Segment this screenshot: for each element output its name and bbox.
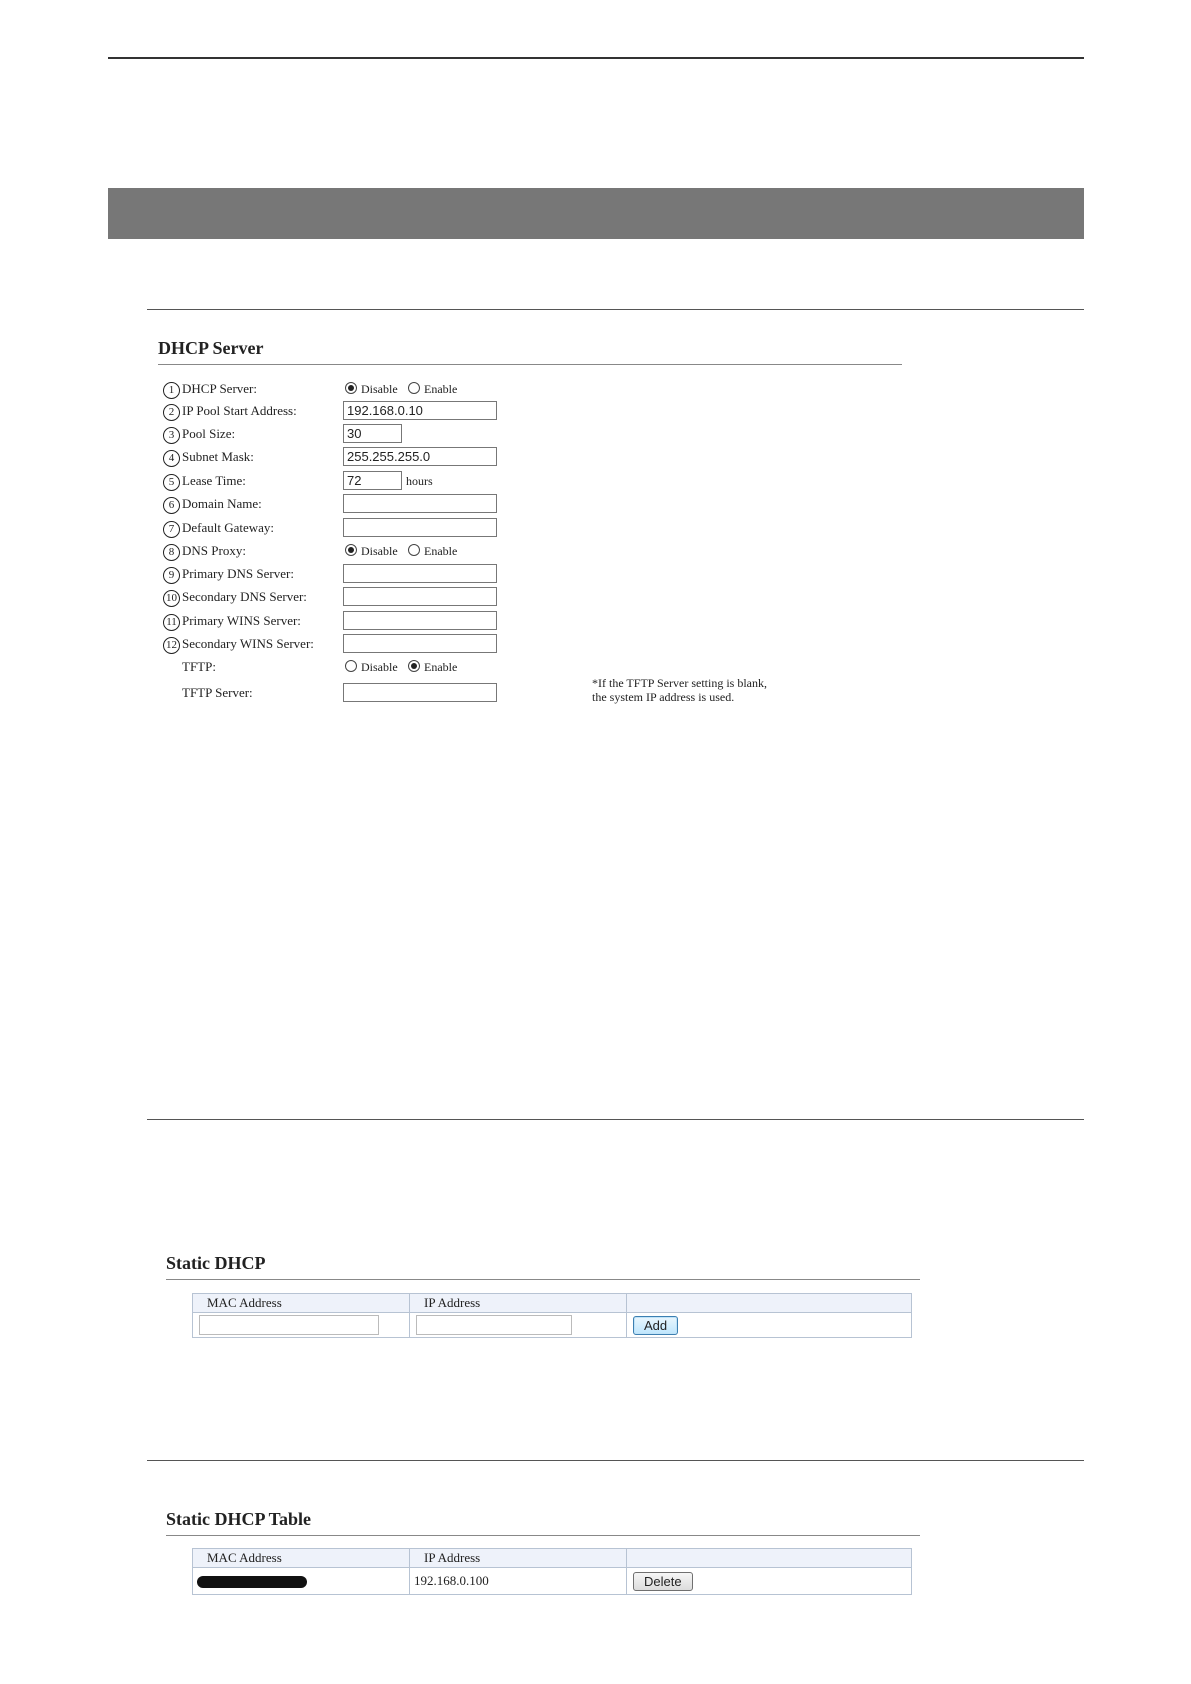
item-number-badge: 4 <box>163 450 180 467</box>
form-row <box>163 401 763 423</box>
static-dhcp-header-row <box>193 1294 912 1313</box>
header-rule <box>108 57 1084 59</box>
field-input[interactable] <box>343 494 497 513</box>
item-number-badge: 2 <box>163 404 180 421</box>
ip-address-input[interactable] <box>416 1315 572 1335</box>
field-label: Secondary DNS Server: <box>182 589 307 604</box>
section-banner <box>108 188 1084 239</box>
radio-enable[interactable] <box>408 382 420 394</box>
form-row <box>163 611 763 633</box>
field-label: Domain Name: <box>182 496 262 511</box>
field-input[interactable] <box>343 634 497 653</box>
radio-enable[interactable] <box>408 544 420 556</box>
form-row <box>163 518 763 540</box>
dhcp-server-title-underline <box>158 364 902 365</box>
row-ip-cell: 192.168.0.100 <box>410 1568 627 1595</box>
radio-label-disable: Disable <box>361 382 398 396</box>
field-label: Lease Time: <box>182 473 246 488</box>
item-number-badge: 9 <box>163 567 180 584</box>
form-row <box>163 494 763 516</box>
radio-label-disable: Disable <box>361 544 398 558</box>
unit-label: hours <box>406 474 433 488</box>
field-label: Subnet Mask: <box>182 449 254 464</box>
field-input[interactable] <box>343 564 497 583</box>
col-action <box>627 1294 912 1313</box>
field-label: Primary WINS Server: <box>182 613 301 628</box>
item-number-badge: 8 <box>163 544 180 561</box>
static-dhcp-list-table <box>192 1548 912 1595</box>
field-input[interactable] <box>343 611 497 630</box>
field-label: TFTP: <box>182 659 216 674</box>
form-row <box>163 424 763 446</box>
tftp-note <box>592 676 767 704</box>
field-input[interactable] <box>343 401 497 420</box>
field-label: Secondary WINS Server: <box>182 636 314 651</box>
divider-2 <box>147 1119 1084 1120</box>
radio-label-enable: Enable <box>424 382 458 396</box>
item-number-badge: 11 <box>163 614 180 631</box>
add-button[interactable]: Add <box>633 1316 678 1335</box>
field-input[interactable] <box>343 471 402 490</box>
item-number-badge: 7 <box>163 521 180 538</box>
radio-enable[interactable] <box>408 660 420 672</box>
mac-cell <box>193 1313 410 1338</box>
form-row <box>163 379 763 401</box>
item-number-badge: 10 <box>163 590 180 607</box>
list-col-mac-address: MAC Address <box>193 1549 410 1568</box>
radio-label-enable: Enable <box>424 544 458 558</box>
field-label: Pool Size: <box>182 426 236 441</box>
radio-disable[interactable] <box>345 544 357 556</box>
static-dhcp-table-title-underline <box>166 1535 920 1536</box>
radio-label-disable: Disable <box>361 660 398 674</box>
field-input[interactable] <box>343 683 497 702</box>
field-label: IP Pool Start Address: <box>182 403 297 418</box>
static-dhcp-table-title: Static DHCP Table <box>166 1509 312 1529</box>
field-input[interactable] <box>343 424 402 443</box>
radio-disable[interactable] <box>345 660 357 672</box>
item-number-badge: 12 <box>163 637 180 654</box>
tftp-note-line1: *If the TFTP Server setting is blank, <box>592 676 767 690</box>
item-number-badge: 6 <box>163 497 180 514</box>
ip-cell <box>410 1313 627 1338</box>
item-number-badge: 1 <box>163 382 180 399</box>
item-number-badge: 3 <box>163 427 180 444</box>
divider-1 <box>147 309 1084 310</box>
field-input[interactable] <box>343 447 497 466</box>
form-row <box>163 587 763 609</box>
field-label: DHCP Server: <box>182 381 257 396</box>
delete-button[interactable]: Delete <box>633 1572 693 1591</box>
add-cell <box>627 1313 912 1338</box>
list-col-ip-address: IP Address <box>410 1549 627 1568</box>
tftp-note-line2: the system IP address is used. <box>592 690 735 704</box>
radio-disable[interactable] <box>345 382 357 394</box>
static-dhcp-form-table <box>192 1293 912 1338</box>
dhcp-server-title: DHCP Server <box>158 338 264 358</box>
mac-address-input[interactable] <box>199 1315 379 1335</box>
divider-3 <box>147 1460 1084 1461</box>
field-label: TFTP Server: <box>182 685 253 700</box>
form-row <box>163 564 763 586</box>
radio-label-enable: Enable <box>424 660 458 674</box>
static-dhcp-title: Static DHCP <box>166 1253 266 1273</box>
field-label: Primary DNS Server: <box>182 566 294 581</box>
form-row <box>163 541 763 563</box>
field-input[interactable] <box>343 518 497 537</box>
form-row <box>163 471 763 493</box>
list-col-action <box>627 1549 912 1568</box>
field-label: Default Gateway: <box>182 520 275 535</box>
field-input[interactable] <box>343 587 497 606</box>
table-row <box>193 1568 912 1595</box>
form-row <box>163 634 763 656</box>
field-label: DNS Proxy: <box>182 543 246 558</box>
static-dhcp-input-row <box>193 1313 912 1338</box>
static-dhcp-list-header-row <box>193 1549 912 1568</box>
static-dhcp-title-underline <box>166 1279 920 1280</box>
row-mac-cell <box>193 1568 410 1595</box>
item-number-badge: 5 <box>163 474 180 491</box>
row-action-cell <box>627 1568 912 1595</box>
col-mac-address: MAC Address <box>193 1294 410 1313</box>
redacted-mac-address <box>197 1576 307 1588</box>
form-row <box>163 447 763 469</box>
col-ip-address: IP Address <box>410 1294 627 1313</box>
